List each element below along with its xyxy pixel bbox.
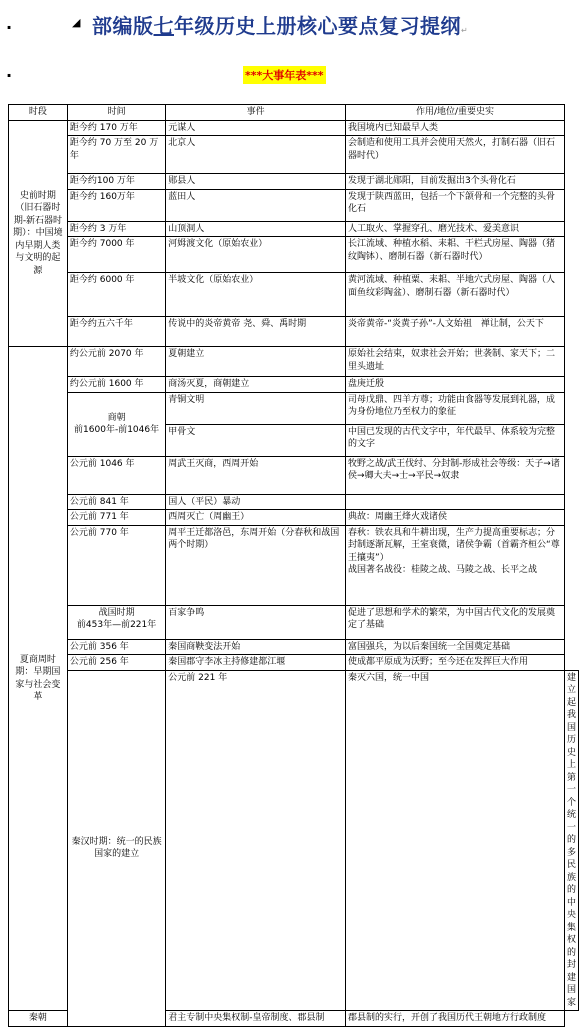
table-row: 夏商周时期：早期国家与社会变革 约公元前 2070 年 夏朝建立 原始社会结束，奴隶社会开始；世袭制、家天下；二里头遗址	[9, 347, 579, 377]
header-event: 事件	[166, 105, 346, 121]
table-row: 距今约 7000 年 河姆渡文化（原始农业） 长江流域、种植水稻、耒耜、干栏式房屋、陶器（猪纹陶钵）、磨制石器（新石器时代）	[9, 237, 579, 273]
subtitle: ***大事年表***	[243, 66, 326, 84]
chronology-table	[8, 104, 579, 1027]
table-row: 公元前 841 年 国人（平民）暴动	[9, 494, 579, 510]
bullet-mark: ·	[6, 18, 13, 37]
header-role: 作用/地位/重要史实	[346, 105, 565, 121]
header-period: 时段	[9, 105, 68, 121]
table-row: 公元前 1046 年 周武王灭商，西周开始 牧野之战/武王伐纣、分封制-形成社会等级：天子→诸侯→卿大夫→士→平民→奴隶	[9, 456, 579, 494]
header-time: 时间	[67, 105, 165, 121]
table-row: 战国时期 前453年—前221年 百家争鸣 促进了思想和学术的繁荣，为中国古代文化的发展奠定了基础	[9, 605, 579, 639]
table-row: 约公元前 1600 年 商汤灭夏，商朝建立 盘庚迁殷	[9, 377, 579, 393]
table-row: 甲骨文 中国已发现的古代文字中，年代最早、体系较为完整的文字	[9, 424, 579, 456]
period-xia-shang-zhou: 夏商周时期：早期国家与社会变革	[9, 347, 68, 1011]
period-qin-han: 秦汉时期：统一的民族国家的建立	[67, 670, 165, 1027]
heading-marker-icon: ◢	[72, 16, 81, 29]
table-row: 距今约 160万年 蓝田人 发现于陕西蓝田，包括一个下颌骨和一个完整的头骨化石	[9, 189, 579, 221]
table-row: 商朝 前1600年-前1046年 青铜文明 司母戊鼎、四羊方尊；功能由食器等发展到礼器，成为身份地位乃至权力的象征	[9, 392, 579, 424]
table-row: 秦朝 君主专制中央集权制-皇帝制度、郡县制 郡县制的实行，开创了我国历代王朝地方行政制度	[9, 1011, 579, 1027]
table-row: 距今约 70 万至 20 万年 北京人 会制造和使用工具并会使用天然火，打制石器（旧石器时代）	[9, 136, 579, 174]
period-prehistory: 史前时期（旧石器时期-新石器时期）：中国境内早期人类与文明的起源	[9, 120, 68, 347]
header-row	[9, 105, 579, 121]
table-row: 距今约 6000 年 半坡文化（原始农业） 黄河流域、种植粟、耒耜、半地穴式房屋、陶器（人面鱼纹彩陶盆）、磨制石器（新石器时代）	[9, 273, 579, 317]
table-row: 公元前 771 年 西周灭亡（周幽王） 典故：周幽王烽火戏诸侯	[9, 510, 579, 526]
page-title: 部编版七年级历史上册核心要点复习提纲↵	[92, 14, 469, 38]
table-row: 公元前 356 年 秦国商鞅变法开始 富国强兵，为以后秦国统一全国奠定基础	[9, 639, 579, 655]
table-row: 距今约100 万年 郧县人 发现于湖北郧阳，目前发掘出3个头骨化石	[9, 174, 579, 190]
table-row: 公元前 256 年 秦国郡守李冰主持修建都江堰 使成都平原成为沃野；至今还在发挥巨大作用	[9, 655, 579, 671]
table-row: 秦汉时期：统一的民族国家的建立 公元前 221 年 秦灭六国，统一中国 建立起我国历史上第一个统一的多民族的中央集权的封建国家	[9, 670, 579, 1011]
table-row: 史前时期（旧石器时期-新石器时期）：中国境内早期人类与文明的起源 距今约 170 万年 元谋人 我国境内已知最早人类	[9, 120, 579, 136]
table-row: 距今约五六千年 传说中的炎帝黄帝 尧、舜、禹时期 炎帝黄帝-“炎黄子孙”-人文始祖 禅让制，公天下	[9, 317, 579, 347]
bullet-mark: ·	[6, 66, 13, 85]
table-row: 距今约 3 万年 山顶洞人 人工取火、掌握穿孔、磨光技术、爱美意识	[9, 221, 579, 237]
table-row: 公元前 770 年 周平王迁都洛邑，东周开始（分春秋和战国两个时期） 春秋：铁农具和牛耕出现，生产力提高重要标志；分封制逐渐瓦解，王室衰微，诸侯争霸（首霸齐桓公“尊王攘夷”） 战国著名战役：桂陵之战、马陵之战、长平之战	[9, 525, 579, 605]
